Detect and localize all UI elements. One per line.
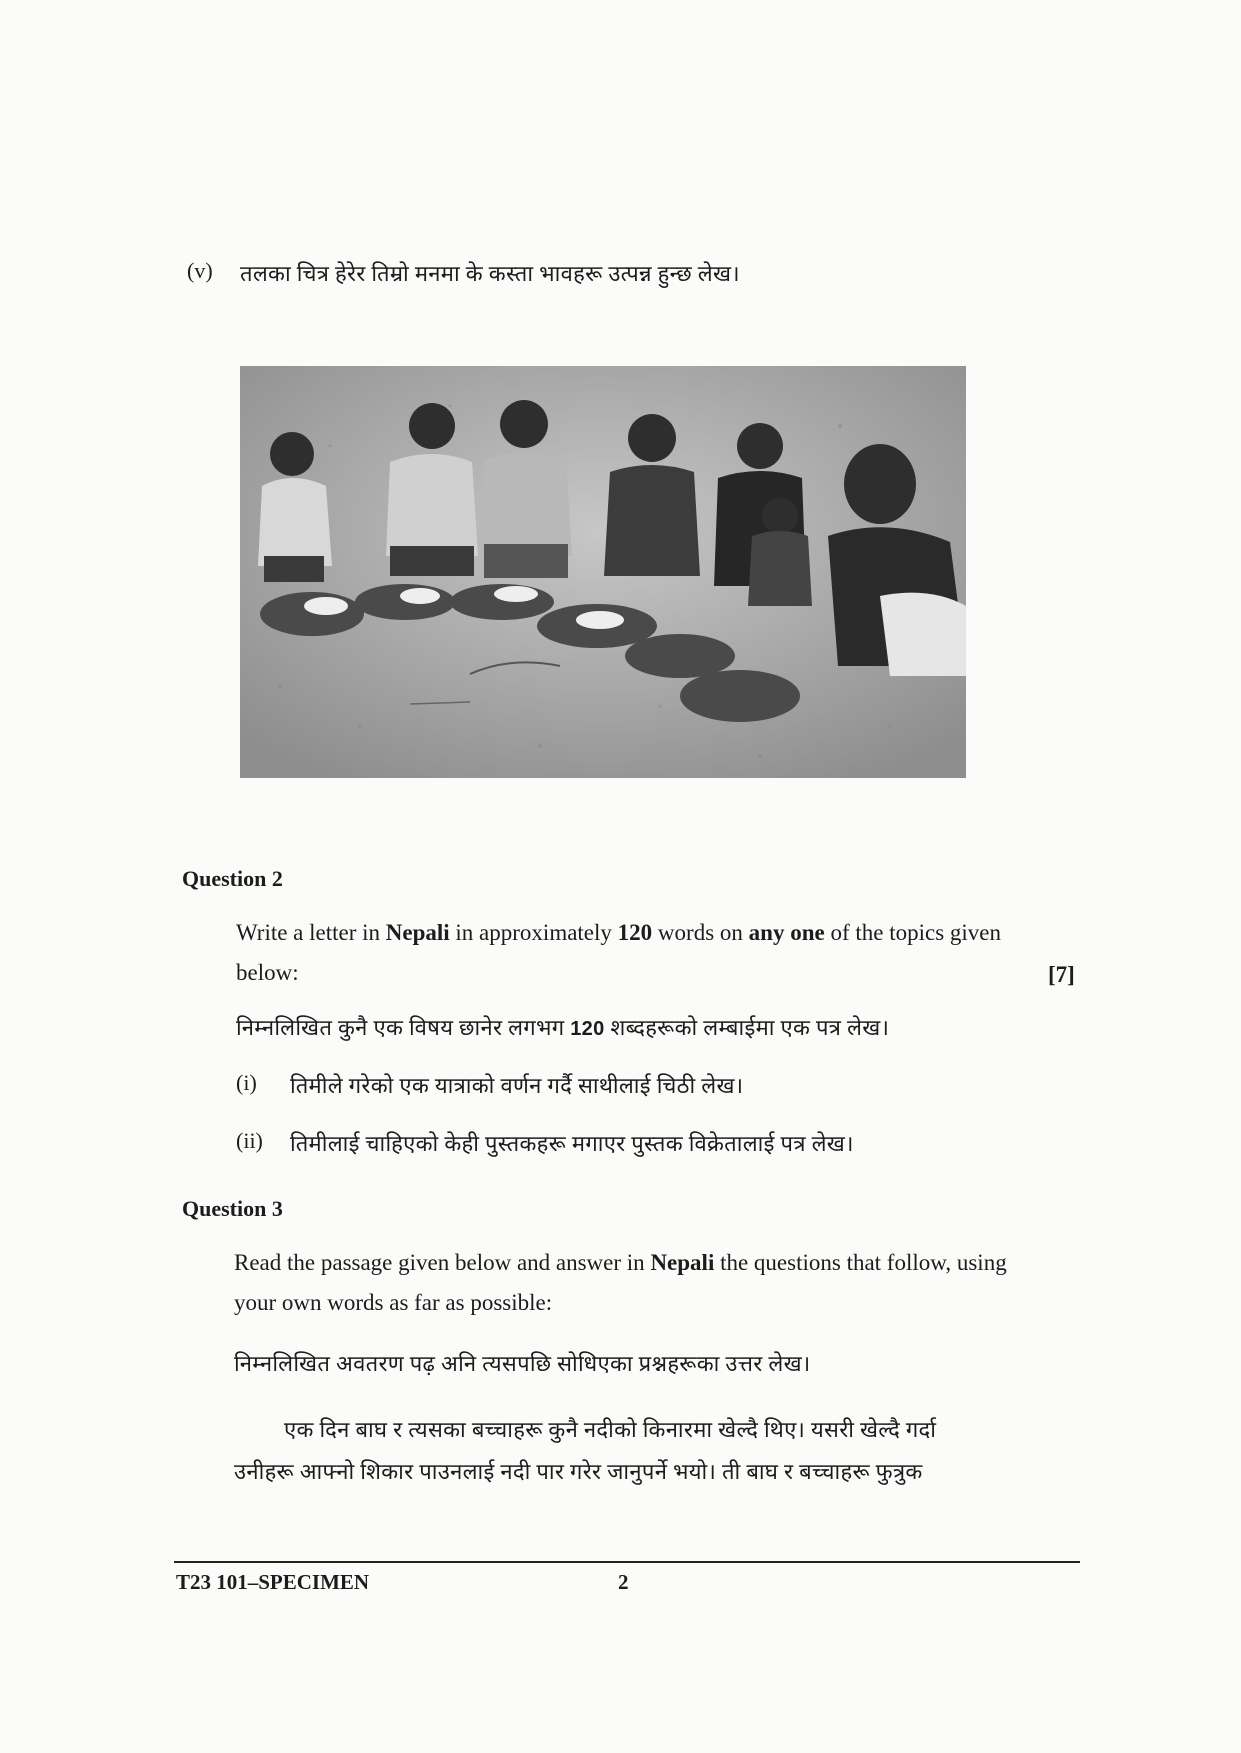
passage-line-1: एक दिन बाघ र त्यसका बच्चाहरू कुनै नदीको किनारमा खेल्दै थिए। यसरी खेल्दै गर्दा [284, 1417, 937, 1442]
question-2-heading: Question 2 [182, 866, 283, 891]
option-ii-text: तिमीलाई चाहिएको केही पुस्तकहरू मगाएर पुस्तक विक्रेतालाई पत्र लेख। [290, 1131, 854, 1156]
question-2-instruction-line1 [236, 920, 1074, 946]
q3-instr-p1: Read the passage given below and answer in [234, 1250, 651, 1275]
question-3-instruction-line1 [234, 1250, 1074, 1276]
q3-instr-nepali: Nepali [650, 1250, 715, 1275]
item-marker-v: (v) [187, 258, 213, 283]
passage-line-2: उनीहरू आफ्नो शिकार पाउनलाई नदी पार गरेर जानुपर्ने भयो। ती बाघ र बच्चाहरू फुत्रुक [234, 1459, 923, 1484]
q2-instr-nepali: Nepali [385, 920, 450, 945]
q2-instr-p7: of the topics given [824, 920, 1001, 945]
question-2-nepali-instruction [236, 1012, 889, 1042]
question-3-nepali-instruction: निम्नलिखित अवतरण पढ़ अनि त्यसपछि सोधिएका प्रश्नहरूका उत्तर लेख। [234, 1351, 811, 1376]
q2-instr-p5: words on [652, 920, 749, 945]
q2-instr-any-one: any one [748, 920, 825, 945]
children-eating-photo [240, 366, 966, 778]
item-v-text: तलका चित्र हेरेर तिम्रो मनमा के कस्ता भावहरू उत्पन्न हुन्छ लेख। [240, 261, 740, 286]
question-2-instruction-line2: below: [236, 960, 299, 985]
q2-instr-p3: in approximately [449, 920, 618, 945]
question-2-marks: [7] [1048, 962, 1075, 987]
q2-nep-instr-b: शब्दहरूको लम्बाईमा एक पत्र लेख। [604, 1015, 890, 1040]
option-marker-ii: (ii) [236, 1128, 263, 1153]
footer-paper-code: T23 101–SPECIMEN [176, 1570, 370, 1594]
footer-page-number: 2 [618, 1570, 629, 1594]
q2-instr-p1: Write a letter in [236, 920, 386, 945]
q2-nep-instr-number: 120 [570, 1018, 605, 1040]
question-3-heading: Question 3 [182, 1196, 283, 1221]
q2-instr-count: 120 [617, 920, 653, 945]
q2-nep-instr-a: निम्नलिखित कुनै एक विषय छानेर लगभग [236, 1015, 571, 1040]
question-3-instruction-line2: your own words as far as possible: [234, 1290, 553, 1315]
q3-instr-p3: the questions that follow, using [714, 1250, 1007, 1275]
footer-rule [174, 1561, 1080, 1563]
option-i-text: तिमीले गरेको एक यात्राको वर्णन गर्दै साथीलाई चिठी लेख। [290, 1073, 744, 1098]
option-marker-i: (i) [236, 1070, 257, 1095]
